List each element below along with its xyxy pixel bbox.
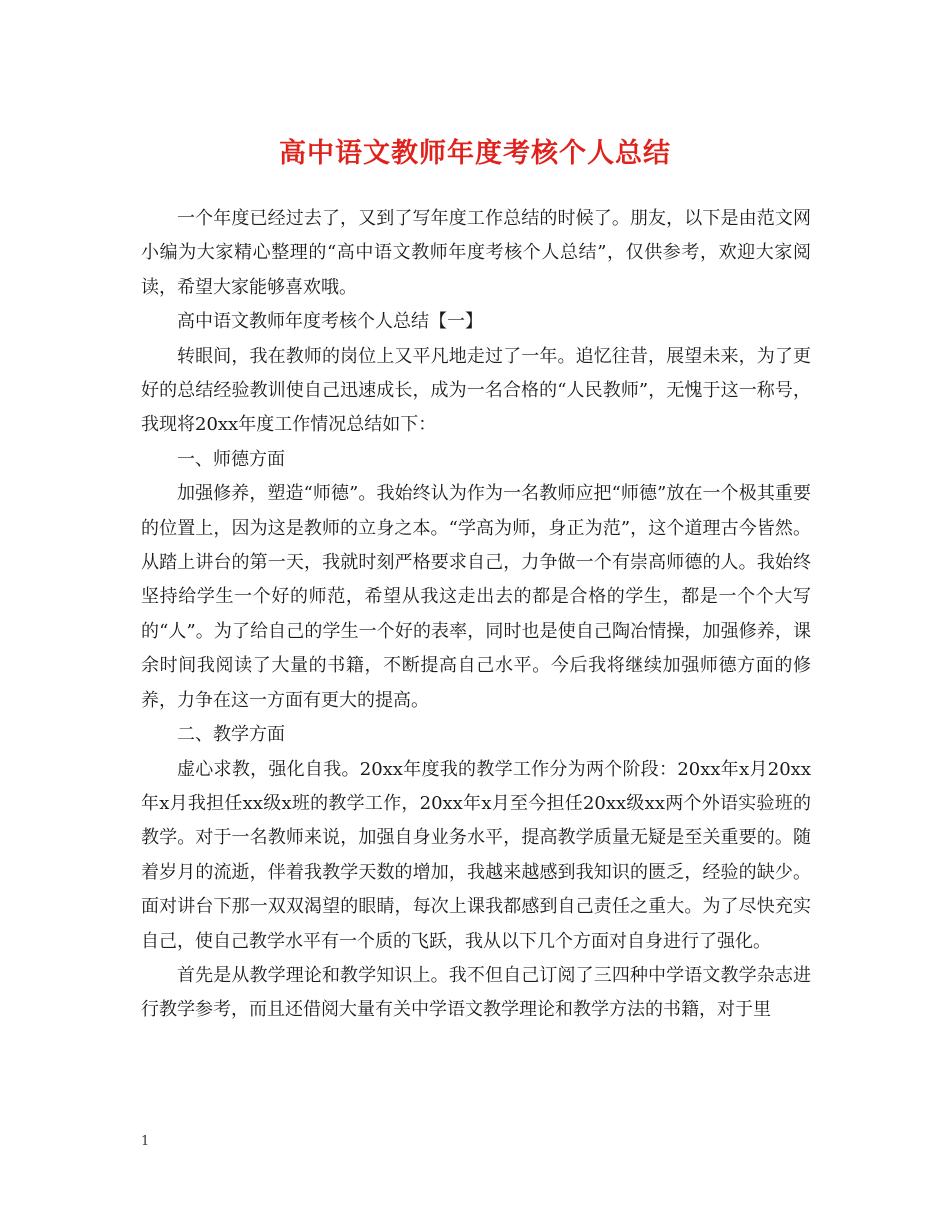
- page-title: 高中语文教师年度考核个人总结: [279, 138, 671, 169]
- teaching-paragraph: 虚心求教，强化自我。20xx年度我的教学工作分为两个阶段：20xx年x月20xx年x月我担任xx级x班的教学工作，20xx年x月至今担任20xx级xx两个外语实验班的教学。对于一名教师来说，加强自身业务水平，提高教学质量无疑是至关重要的。随着岁月的流逝，伴着我教学天数的增加，我越来越感到我知识的匮乏，经验的缺少。面对讲台下那一双双渴望的眼睛，每次上课我都感到自己责任之重大。为了尽快充实自己，使自己教学水平有一个质的飞跃，我从以下几个方面对自身进行了强化。: [141, 758, 811, 952]
- page-number: 1: [141, 1134, 150, 1149]
- ethics-paragraph: 加强修养，塑造“师德”。我始终认为作为一名教师应把“师德”放在一个极其重要的位置上，因为这是教师的立身之本。“学高为师，身正为范”，这个道理古今皆然。从踏上讲台的第一天，我就时刻严格要求自己，力争做一个有崇高师德的人。我始终坚持给学生一个好的师范，希望从我这走出去的都是合格的学生，都是一个个大写的“人”。为了给自己的学生一个好的表率，同时也是使自己陶冶情操，加强修养，课余时间我阅读了大量的书籍，不断提高自己水平。今后我将继续加强师德方面的修养，力争在这一方面有更大的提高。: [141, 483, 811, 711]
- section-heading-one: 高中语文教师年度考核个人总结【一】: [177, 311, 483, 333]
- heading-teaching: 二、教学方面: [177, 724, 285, 746]
- heading-ethics: 一、师德方面: [177, 448, 285, 470]
- document-body: [141, 202, 811, 1028]
- intro-paragraph: 一个年度已经过去了，又到了写年度工作总结的时候了。朋友，以下是由范文网小编为大家精心整理的“高中语文教师年度考核个人总结”，仅供参考，欢迎大家阅读，希望大家能够喜欢哦。: [141, 208, 811, 298]
- theory-paragraph: 首先是从教学理论和教学知识上。我不但自己订阅了三四种中学语文教学杂志进行教学参考，而且还借阅大量有关中学语文教学理论和教学方法的书籍，对于里: [141, 964, 811, 1021]
- opening-paragraph: 转眼间，我在教师的岗位上又平凡地走过了一年。追忆往昔，展望未来，为了更好的总结经验教训使自己迅速成长，成为一名合格的“人民教师”，无愧于这一称号，我现将20xx年度工作情况总结如下：: [141, 345, 811, 436]
